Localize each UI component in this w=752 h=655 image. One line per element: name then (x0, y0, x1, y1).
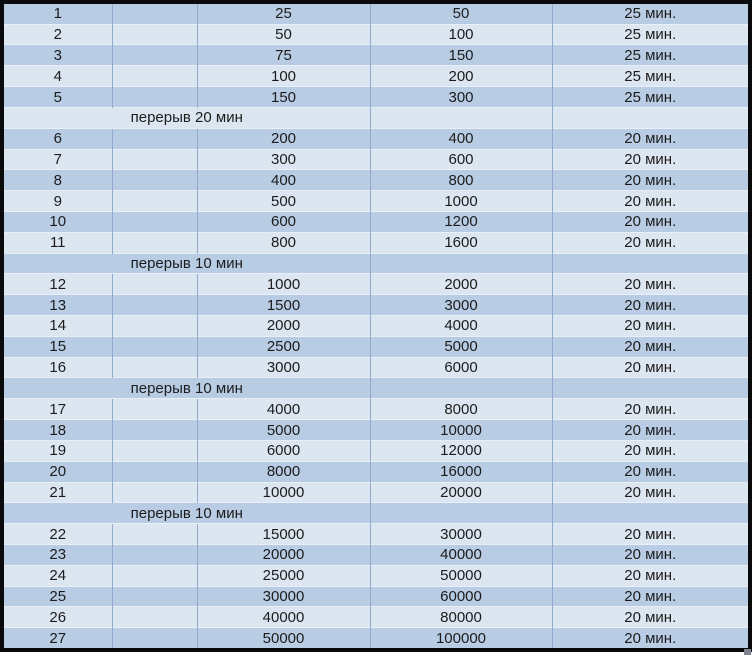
cell-value-1: 100 (197, 66, 370, 87)
cell-blank (112, 628, 197, 648)
cell-level-number: 3 (4, 45, 112, 66)
cell-value-2: 6000 (370, 357, 552, 378)
cell-blank (112, 336, 197, 357)
cell-value-2: 8000 (370, 399, 552, 420)
cell-value-2: 2000 (370, 274, 552, 295)
cell-value-2: 4000 (370, 316, 552, 337)
table-body (4, 4, 748, 648)
cell-blank (112, 149, 197, 170)
cell-duration: 20 мин. (552, 524, 748, 545)
cell-value-2: 150 (370, 45, 552, 66)
cell-duration: 20 мин. (552, 149, 748, 170)
cell-value-1: 10000 (197, 482, 370, 503)
cell-value-2: 20000 (370, 482, 552, 503)
cell-value-1: 1000 (197, 274, 370, 295)
break-row (4, 253, 748, 274)
cell-level-number: 27 (4, 628, 112, 648)
blind-structure-table (4, 4, 748, 648)
cell-blank (112, 461, 197, 482)
cell-duration: 20 мин. (552, 316, 748, 337)
cell-blank (112, 4, 197, 24)
cell-value-1: 6000 (197, 440, 370, 461)
cell-blank (112, 544, 197, 565)
cell-value-1: 50000 (197, 628, 370, 648)
cell-value-1: 20000 (197, 544, 370, 565)
cell-duration: 20 мин. (552, 211, 748, 232)
cell-blank (112, 399, 197, 420)
cell-blank (112, 565, 197, 586)
cell-duration: 20 мин. (552, 128, 748, 149)
cell-value-2: 16000 (370, 461, 552, 482)
cell-duration: 25 мин. (552, 87, 748, 108)
cell-level-number: 19 (4, 440, 112, 461)
cell-value-2: 1600 (370, 232, 552, 253)
cell-blank (552, 107, 748, 128)
cell-value-1: 400 (197, 170, 370, 191)
cell-value-2: 800 (370, 170, 552, 191)
cell-blank (112, 66, 197, 87)
table-row (4, 4, 748, 24)
cell-level-number: 6 (4, 128, 112, 149)
table-row (4, 420, 748, 441)
table-row (4, 336, 748, 357)
table-row (4, 586, 748, 607)
cell-duration: 20 мин. (552, 336, 748, 357)
cell-value-1: 25 (197, 4, 370, 24)
cell-blank (112, 170, 197, 191)
cell-blank (112, 87, 197, 108)
cell-duration: 20 мин. (552, 232, 748, 253)
cell-blank (370, 503, 552, 524)
table-row (4, 440, 748, 461)
cell-level-number: 8 (4, 170, 112, 191)
table-row (4, 607, 748, 628)
cell-duration: 20 мин. (552, 170, 748, 191)
cell-blank (552, 253, 748, 274)
cell-blank (112, 357, 197, 378)
cell-value-1: 50 (197, 24, 370, 45)
break-row (4, 378, 748, 399)
table-row (4, 232, 748, 253)
cell-value-2: 1200 (370, 211, 552, 232)
table-row (4, 87, 748, 108)
break-label-cell: перерыв 20 мин (4, 107, 370, 128)
cell-blank (112, 295, 197, 316)
cell-level-number: 2 (4, 24, 112, 45)
cell-duration: 25 мин. (552, 4, 748, 24)
cell-level-number: 20 (4, 461, 112, 482)
cell-value-2: 1000 (370, 191, 552, 212)
table-row (4, 628, 748, 648)
table-row (4, 45, 748, 66)
cell-duration: 20 мин. (552, 274, 748, 295)
table-row (4, 565, 748, 586)
table-row (4, 170, 748, 191)
cell-duration: 25 мин. (552, 66, 748, 87)
table-row (4, 149, 748, 170)
table-row (4, 24, 748, 45)
cell-value-1: 15000 (197, 524, 370, 545)
cell-blank (112, 128, 197, 149)
cell-level-number: 10 (4, 211, 112, 232)
cell-value-2: 100 (370, 24, 552, 45)
cell-duration: 20 мин. (552, 399, 748, 420)
cell-value-1: 2500 (197, 336, 370, 357)
cell-value-2: 30000 (370, 524, 552, 545)
cell-value-1: 300 (197, 149, 370, 170)
cell-level-number: 21 (4, 482, 112, 503)
break-row (4, 503, 748, 524)
cell-value-2: 80000 (370, 607, 552, 628)
cell-value-2: 200 (370, 66, 552, 87)
table-row (4, 274, 748, 295)
cell-value-1: 40000 (197, 607, 370, 628)
cell-level-number: 12 (4, 274, 112, 295)
cell-blank (552, 378, 748, 399)
cell-value-1: 200 (197, 128, 370, 149)
cell-level-number: 13 (4, 295, 112, 316)
cell-value-1: 75 (197, 45, 370, 66)
cell-level-number: 1 (4, 4, 112, 24)
cell-value-1: 30000 (197, 586, 370, 607)
cell-level-number: 17 (4, 399, 112, 420)
break-label-cell: перерыв 10 мин (4, 253, 370, 274)
break-row (4, 107, 748, 128)
cell-blank (112, 420, 197, 441)
table-row (4, 399, 748, 420)
cell-duration: 25 мин. (552, 24, 748, 45)
cell-level-number: 23 (4, 544, 112, 565)
cell-value-1: 8000 (197, 461, 370, 482)
cell-blank (112, 274, 197, 295)
cell-duration: 20 мин. (552, 461, 748, 482)
resize-handle-icon[interactable] (744, 649, 751, 655)
cell-level-number: 26 (4, 607, 112, 628)
cell-level-number: 16 (4, 357, 112, 378)
cell-value-2: 600 (370, 149, 552, 170)
cell-blank (112, 586, 197, 607)
cell-duration: 20 мин. (552, 482, 748, 503)
cell-value-1: 2000 (197, 316, 370, 337)
break-label-cell: перерыв 10 мин (4, 503, 370, 524)
cell-blank (112, 24, 197, 45)
cell-duration: 20 мин. (552, 628, 748, 648)
table-row (4, 461, 748, 482)
cell-value-2: 12000 (370, 440, 552, 461)
cell-duration: 20 мин. (552, 420, 748, 441)
table-row (4, 295, 748, 316)
cell-value-1: 600 (197, 211, 370, 232)
cell-duration: 20 мин. (552, 440, 748, 461)
cell-blank (112, 524, 197, 545)
cell-value-1: 5000 (197, 420, 370, 441)
cell-value-1: 25000 (197, 565, 370, 586)
cell-level-number: 25 (4, 586, 112, 607)
cell-blank (112, 191, 197, 212)
table-row (4, 191, 748, 212)
cell-value-2: 400 (370, 128, 552, 149)
cell-blank (112, 316, 197, 337)
table-row (4, 211, 748, 232)
cell-value-1: 500 (197, 191, 370, 212)
break-label-cell: перерыв 10 мин (4, 378, 370, 399)
cell-value-1: 4000 (197, 399, 370, 420)
cell-level-number: 24 (4, 565, 112, 586)
cell-value-2: 10000 (370, 420, 552, 441)
cell-level-number: 5 (4, 87, 112, 108)
table-row (4, 316, 748, 337)
cell-value-2: 50000 (370, 565, 552, 586)
cell-duration: 25 мин. (552, 45, 748, 66)
cell-level-number: 14 (4, 316, 112, 337)
cell-level-number: 18 (4, 420, 112, 441)
cell-level-number: 15 (4, 336, 112, 357)
table-row (4, 482, 748, 503)
cell-level-number: 4 (4, 66, 112, 87)
cell-blank (112, 211, 197, 232)
cell-value-2: 50 (370, 4, 552, 24)
cell-value-1: 1500 (197, 295, 370, 316)
cell-value-1: 150 (197, 87, 370, 108)
cell-duration: 20 мин. (552, 565, 748, 586)
cell-duration: 20 мин. (552, 191, 748, 212)
cell-value-2: 5000 (370, 336, 552, 357)
cell-blank (552, 503, 748, 524)
cell-value-1: 3000 (197, 357, 370, 378)
table-row (4, 544, 748, 565)
cell-blank (370, 253, 552, 274)
cell-duration: 20 мин. (552, 295, 748, 316)
cell-value-2: 60000 (370, 586, 552, 607)
table-row (4, 524, 748, 545)
cell-duration: 20 мин. (552, 607, 748, 628)
cell-blank (112, 440, 197, 461)
cell-level-number: 9 (4, 191, 112, 212)
cell-value-1: 800 (197, 232, 370, 253)
cell-blank (370, 378, 552, 399)
cell-value-2: 300 (370, 87, 552, 108)
cell-level-number: 7 (4, 149, 112, 170)
cell-blank (112, 482, 197, 503)
cell-level-number: 11 (4, 232, 112, 253)
cell-duration: 20 мин. (552, 357, 748, 378)
cell-level-number: 22 (4, 524, 112, 545)
cell-value-2: 40000 (370, 544, 552, 565)
cell-blank (112, 45, 197, 66)
cell-blank (370, 107, 552, 128)
cell-value-2: 100000 (370, 628, 552, 648)
table-row (4, 66, 748, 87)
cell-blank (112, 607, 197, 628)
cell-value-2: 3000 (370, 295, 552, 316)
table-row (4, 357, 748, 378)
cell-duration: 20 мин. (552, 544, 748, 565)
table-row (4, 128, 748, 149)
cell-duration: 20 мин. (552, 586, 748, 607)
cell-blank (112, 232, 197, 253)
